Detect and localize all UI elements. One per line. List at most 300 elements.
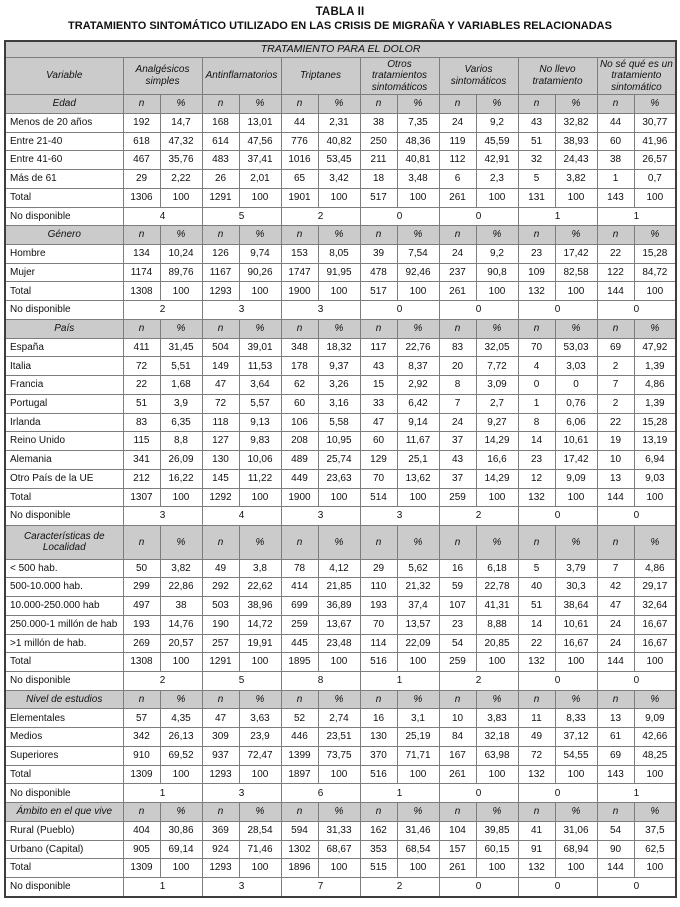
value-cell: 44 xyxy=(597,113,634,132)
value-cell: 60 xyxy=(281,394,318,413)
value-cell: 72 xyxy=(518,746,555,765)
subheader-cell: n xyxy=(123,690,160,709)
value-cell: 0 xyxy=(518,376,555,395)
table-row xyxy=(5,188,676,207)
value-cell: 8,37 xyxy=(397,357,439,376)
value-cell: 71,71 xyxy=(397,746,439,765)
row-label: Superiores xyxy=(5,746,123,765)
value-cell: 1 xyxy=(360,784,439,803)
value-cell: 2 xyxy=(439,672,518,691)
value-cell: 130 xyxy=(360,728,397,747)
value-cell: 100 xyxy=(239,765,281,784)
value-cell: 259 xyxy=(439,653,476,672)
subheader-cell: % xyxy=(634,803,676,822)
value-cell: 1174 xyxy=(123,263,160,282)
value-cell: 497 xyxy=(123,597,160,616)
subheader-cell: % xyxy=(476,803,518,822)
value-cell: 122 xyxy=(597,263,634,282)
value-cell: 32,64 xyxy=(634,597,676,616)
value-cell: 2 xyxy=(597,394,634,413)
subheader-cell: % xyxy=(555,95,597,114)
value-cell: 515 xyxy=(360,859,397,878)
value-cell: 8,05 xyxy=(318,245,360,264)
row-label: Hombre xyxy=(5,245,123,264)
value-cell: 31,33 xyxy=(318,821,360,840)
value-cell: 100 xyxy=(476,653,518,672)
value-cell: 91 xyxy=(518,840,555,859)
table-row xyxy=(5,840,676,859)
subheader-cell: n xyxy=(597,803,634,822)
value-cell: 1895 xyxy=(281,653,318,672)
value-cell: 1016 xyxy=(281,151,318,170)
subheader-cell: % xyxy=(160,319,202,338)
row-label: < 500 hab. xyxy=(5,559,123,578)
group-header: No sé qué es un tratamiento sintomático xyxy=(597,57,676,95)
value-cell: 100 xyxy=(397,765,439,784)
value-cell: 22 xyxy=(597,413,634,432)
value-cell: 7,72 xyxy=(476,357,518,376)
table-row xyxy=(5,394,676,413)
value-cell: 261 xyxy=(439,765,476,784)
value-cell: 20,85 xyxy=(476,634,518,653)
value-cell: 0 xyxy=(360,207,439,226)
table-row xyxy=(5,728,676,747)
value-cell: 1291 xyxy=(202,653,239,672)
value-cell: 112 xyxy=(439,151,476,170)
subheader-cell: n xyxy=(518,319,555,338)
group-header: Triptanes xyxy=(281,57,360,95)
value-cell: 9,2 xyxy=(476,113,518,132)
row-label: Alemania xyxy=(5,451,123,470)
row-label: Portugal xyxy=(5,394,123,413)
value-cell: 100 xyxy=(555,859,597,878)
value-cell: 0 xyxy=(439,207,518,226)
subheader-cell: % xyxy=(160,803,202,822)
value-cell: 2,7 xyxy=(476,394,518,413)
subheader-cell: n xyxy=(597,319,634,338)
value-cell: 47 xyxy=(202,376,239,395)
subheader-cell: % xyxy=(318,226,360,245)
value-cell: 70 xyxy=(360,615,397,634)
value-cell: 17,42 xyxy=(555,451,597,470)
table-row xyxy=(5,653,676,672)
value-cell: 22,62 xyxy=(239,578,281,597)
value-cell: 15,28 xyxy=(634,413,676,432)
value-cell: 26,09 xyxy=(160,451,202,470)
value-cell: 776 xyxy=(281,132,318,151)
row-label: 500-10.000 hab. xyxy=(5,578,123,597)
value-cell: 6,94 xyxy=(634,451,676,470)
value-cell: 10 xyxy=(597,451,634,470)
value-cell: 60 xyxy=(597,132,634,151)
group-header-row xyxy=(5,57,676,95)
section-header-row xyxy=(5,95,676,114)
value-cell: 51 xyxy=(123,394,160,413)
value-cell: 370 xyxy=(360,746,397,765)
section-header-row xyxy=(5,226,676,245)
value-cell: 72,47 xyxy=(239,746,281,765)
value-cell: 3,63 xyxy=(239,709,281,728)
value-cell: 0 xyxy=(518,878,597,898)
subheader-cell: % xyxy=(239,690,281,709)
value-cell: 30,86 xyxy=(160,821,202,840)
value-cell: 261 xyxy=(439,188,476,207)
row-label: Total xyxy=(5,859,123,878)
table-row xyxy=(5,451,676,470)
table-row xyxy=(5,357,676,376)
value-cell: 24 xyxy=(439,413,476,432)
table-row xyxy=(5,821,676,840)
row-label: No disponible xyxy=(5,301,123,320)
value-cell: 1291 xyxy=(202,188,239,207)
value-cell: 43 xyxy=(439,451,476,470)
value-cell: 44 xyxy=(281,113,318,132)
value-cell: 84 xyxy=(439,728,476,747)
section-label: Características de Localidad xyxy=(5,526,123,560)
value-cell: 38 xyxy=(597,151,634,170)
row-label: Irlanda xyxy=(5,413,123,432)
row-label: Italia xyxy=(5,357,123,376)
subheader-cell: n xyxy=(202,690,239,709)
subheader-cell: % xyxy=(318,526,360,560)
row-label: Total xyxy=(5,488,123,507)
value-cell: 0 xyxy=(597,301,676,320)
value-cell: 38,96 xyxy=(239,597,281,616)
value-cell: 18 xyxy=(360,170,397,189)
subheader-cell: n xyxy=(597,526,634,560)
value-cell: 1901 xyxy=(281,188,318,207)
subheader-cell: % xyxy=(318,803,360,822)
no-disponible-row xyxy=(5,878,676,898)
subheader-cell: % xyxy=(160,690,202,709)
value-cell: 5,58 xyxy=(318,413,360,432)
value-cell: 1308 xyxy=(123,653,160,672)
value-cell: 100 xyxy=(239,653,281,672)
value-cell: 132 xyxy=(518,653,555,672)
row-label: Medios xyxy=(5,728,123,747)
value-cell: 18,32 xyxy=(318,338,360,357)
value-cell: 26,13 xyxy=(160,728,202,747)
value-cell: 9,37 xyxy=(318,357,360,376)
value-cell: 24,43 xyxy=(555,151,597,170)
value-cell: 2,01 xyxy=(239,170,281,189)
value-cell: 23,51 xyxy=(318,728,360,747)
value-cell: 1293 xyxy=(202,859,239,878)
subheader-cell: n xyxy=(439,690,476,709)
value-cell: 1747 xyxy=(281,263,318,282)
value-cell: 0 xyxy=(518,507,597,526)
subheader-cell: n xyxy=(360,526,397,560)
value-cell: 8 xyxy=(439,376,476,395)
value-cell: 353 xyxy=(360,840,397,859)
value-cell: 100 xyxy=(318,188,360,207)
value-cell: 14,72 xyxy=(239,615,281,634)
value-cell: 2,3 xyxy=(476,170,518,189)
value-cell: 110 xyxy=(360,578,397,597)
value-cell: 341 xyxy=(123,451,160,470)
value-cell: 114 xyxy=(360,634,397,653)
value-cell: 144 xyxy=(597,488,634,507)
row-label: Total xyxy=(5,282,123,301)
migraine-treatment-table xyxy=(4,40,677,898)
value-cell: 2,22 xyxy=(160,170,202,189)
row-label: >1 millón de hab. xyxy=(5,634,123,653)
subheader-cell: % xyxy=(318,690,360,709)
no-disponible-row xyxy=(5,784,676,803)
subheader-cell: % xyxy=(239,226,281,245)
value-cell: 100 xyxy=(555,653,597,672)
value-cell: 1 xyxy=(518,394,555,413)
value-cell: 144 xyxy=(597,859,634,878)
value-cell: 0,76 xyxy=(555,394,597,413)
value-cell: 9,13 xyxy=(239,413,281,432)
value-cell: 22,76 xyxy=(397,338,439,357)
value-cell: 19 xyxy=(597,432,634,451)
value-cell: 126 xyxy=(202,245,239,264)
value-cell: 100 xyxy=(160,765,202,784)
value-cell: 5 xyxy=(202,672,281,691)
value-cell: 2 xyxy=(123,301,202,320)
value-cell: 7 xyxy=(281,878,360,898)
value-cell: 41 xyxy=(518,821,555,840)
value-cell: 3 xyxy=(202,878,281,898)
value-cell: 261 xyxy=(439,859,476,878)
subheader-cell: n xyxy=(281,690,318,709)
value-cell: 68,67 xyxy=(318,840,360,859)
value-cell: 0 xyxy=(518,672,597,691)
value-cell: 51 xyxy=(518,132,555,151)
subheader-cell: n xyxy=(123,226,160,245)
subheader-cell: % xyxy=(634,319,676,338)
value-cell: 3,83 xyxy=(476,709,518,728)
value-cell: 23 xyxy=(518,451,555,470)
section-header-row xyxy=(5,526,676,560)
value-cell: 129 xyxy=(360,451,397,470)
value-cell: 134 xyxy=(123,245,160,264)
value-cell: 132 xyxy=(518,282,555,301)
table-row xyxy=(5,132,676,151)
value-cell: 90,26 xyxy=(239,263,281,282)
value-cell: 1309 xyxy=(123,765,160,784)
value-cell: 0 xyxy=(597,878,676,898)
value-cell: 3,79 xyxy=(555,559,597,578)
subheader-cell: n xyxy=(281,526,318,560)
value-cell: 14,29 xyxy=(476,432,518,451)
row-label: Total xyxy=(5,653,123,672)
value-cell: 3,16 xyxy=(318,394,360,413)
value-cell: 2 xyxy=(360,878,439,898)
value-cell: 100 xyxy=(160,488,202,507)
value-cell: 446 xyxy=(281,728,318,747)
group-header: Otros tratamientos sintomáticos xyxy=(360,57,439,95)
value-cell: 37 xyxy=(439,432,476,451)
value-cell: 257 xyxy=(202,634,239,653)
value-cell: 6,35 xyxy=(160,413,202,432)
value-cell: 1 xyxy=(123,878,202,898)
value-cell: 33 xyxy=(360,394,397,413)
row-label: No disponible xyxy=(5,507,123,526)
value-cell: 1306 xyxy=(123,188,160,207)
table-row xyxy=(5,709,676,728)
value-cell: 22 xyxy=(123,376,160,395)
value-cell: 0 xyxy=(597,672,676,691)
value-cell: 89,76 xyxy=(160,263,202,282)
value-cell: 13 xyxy=(597,469,634,488)
value-cell: 100 xyxy=(318,282,360,301)
table-row xyxy=(5,170,676,189)
value-cell: 118 xyxy=(202,413,239,432)
value-cell: 22,09 xyxy=(397,634,439,653)
value-cell: 483 xyxy=(202,151,239,170)
value-cell: 68,94 xyxy=(555,840,597,859)
value-cell: 3 xyxy=(202,301,281,320)
value-cell: 21,32 xyxy=(397,578,439,597)
value-cell: 92,46 xyxy=(397,263,439,282)
value-cell: 0 xyxy=(439,784,518,803)
value-cell: 22,78 xyxy=(476,578,518,597)
value-cell: 5,51 xyxy=(160,357,202,376)
value-cell: 8,33 xyxy=(555,709,597,728)
value-cell: 1309 xyxy=(123,859,160,878)
band-row xyxy=(5,41,676,57)
value-cell: 7 xyxy=(597,559,634,578)
value-cell: 54 xyxy=(439,634,476,653)
table-row xyxy=(5,634,676,653)
table-row xyxy=(5,413,676,432)
value-cell: 45,59 xyxy=(476,132,518,151)
value-cell: 47 xyxy=(597,597,634,616)
table-body xyxy=(5,95,676,898)
subheader-cell: % xyxy=(476,319,518,338)
value-cell: 0 xyxy=(439,878,518,898)
value-cell: 20 xyxy=(439,357,476,376)
value-cell: 107 xyxy=(439,597,476,616)
value-cell: 17,42 xyxy=(555,245,597,264)
value-cell: 25,74 xyxy=(318,451,360,470)
value-cell: 937 xyxy=(202,746,239,765)
row-label: Entre 21-40 xyxy=(5,132,123,151)
section-label: País xyxy=(5,319,123,338)
value-cell: 3 xyxy=(281,507,360,526)
value-cell: 39 xyxy=(360,245,397,264)
value-cell: 193 xyxy=(123,615,160,634)
value-cell: 53,45 xyxy=(318,151,360,170)
value-cell: 7,35 xyxy=(397,113,439,132)
value-cell: 38,64 xyxy=(555,597,597,616)
value-cell: 14,29 xyxy=(476,469,518,488)
value-cell: 22,86 xyxy=(160,578,202,597)
value-cell: 100 xyxy=(476,859,518,878)
value-cell: 1900 xyxy=(281,282,318,301)
value-cell: 16,22 xyxy=(160,469,202,488)
value-cell: 924 xyxy=(202,840,239,859)
value-cell: 47,92 xyxy=(634,338,676,357)
subheader-cell: % xyxy=(634,226,676,245)
value-cell: 100 xyxy=(318,765,360,784)
value-cell: 42,91 xyxy=(476,151,518,170)
group-header: Analgésicos simples xyxy=(123,57,202,95)
section-header-row xyxy=(5,690,676,709)
value-cell: 8,8 xyxy=(160,432,202,451)
value-cell: 37,4 xyxy=(397,597,439,616)
value-cell: 0,7 xyxy=(634,170,676,189)
subheader-cell: % xyxy=(555,526,597,560)
subheader-cell: n xyxy=(518,226,555,245)
value-cell: 117 xyxy=(360,338,397,357)
value-cell: 24 xyxy=(439,113,476,132)
value-cell: 14 xyxy=(518,615,555,634)
subheader-cell: n xyxy=(123,319,160,338)
value-cell: 3,82 xyxy=(555,170,597,189)
value-cell: 259 xyxy=(439,488,476,507)
value-cell: 16,67 xyxy=(634,615,676,634)
row-label: Urbano (Capital) xyxy=(5,840,123,859)
value-cell: 100 xyxy=(160,653,202,672)
value-cell: 104 xyxy=(439,821,476,840)
value-cell: 100 xyxy=(634,188,676,207)
subheader-cell: n xyxy=(439,526,476,560)
subheader-cell: n xyxy=(597,226,634,245)
value-cell: 53,03 xyxy=(555,338,597,357)
value-cell: 1399 xyxy=(281,746,318,765)
no-disponible-row xyxy=(5,207,676,226)
value-cell: 3 xyxy=(360,507,439,526)
value-cell: 504 xyxy=(202,338,239,357)
value-cell: 143 xyxy=(597,765,634,784)
value-cell: 100 xyxy=(397,488,439,507)
value-cell: 594 xyxy=(281,821,318,840)
table-row xyxy=(5,765,676,784)
value-cell: 8 xyxy=(281,672,360,691)
value-cell: 9,09 xyxy=(555,469,597,488)
value-cell: 30,77 xyxy=(634,113,676,132)
subheader-cell: n xyxy=(439,95,476,114)
value-cell: 38 xyxy=(160,597,202,616)
value-cell: 411 xyxy=(123,338,160,357)
value-cell: 10,95 xyxy=(318,432,360,451)
value-cell: 1 xyxy=(597,170,634,189)
value-cell: 478 xyxy=(360,263,397,282)
value-cell: 299 xyxy=(123,578,160,597)
subheader-cell: n xyxy=(360,690,397,709)
subheader-cell: % xyxy=(397,690,439,709)
value-cell: 9,14 xyxy=(397,413,439,432)
value-cell: 10,61 xyxy=(555,432,597,451)
value-cell: 5 xyxy=(518,559,555,578)
value-cell: 100 xyxy=(476,188,518,207)
value-cell: 0 xyxy=(360,301,439,320)
value-cell: 3,09 xyxy=(476,376,518,395)
group-header: Antinflamatorios xyxy=(202,57,281,95)
value-cell: 14,76 xyxy=(160,615,202,634)
value-cell: 193 xyxy=(360,597,397,616)
row-label: Rural (Pueblo) xyxy=(5,821,123,840)
value-cell: 414 xyxy=(281,578,318,597)
subheader-cell: n xyxy=(518,526,555,560)
value-cell: 13,67 xyxy=(318,615,360,634)
value-cell: 61 xyxy=(597,728,634,747)
value-cell: 23,48 xyxy=(318,634,360,653)
value-cell: 100 xyxy=(160,188,202,207)
subheader-cell: n xyxy=(360,803,397,822)
value-cell: 24 xyxy=(439,245,476,264)
subheader-cell: n xyxy=(202,803,239,822)
value-cell: 16 xyxy=(439,559,476,578)
value-cell: 62 xyxy=(281,376,318,395)
value-cell: 0 xyxy=(597,507,676,526)
value-cell: 8,88 xyxy=(476,615,518,634)
value-cell: 41,31 xyxy=(476,597,518,616)
